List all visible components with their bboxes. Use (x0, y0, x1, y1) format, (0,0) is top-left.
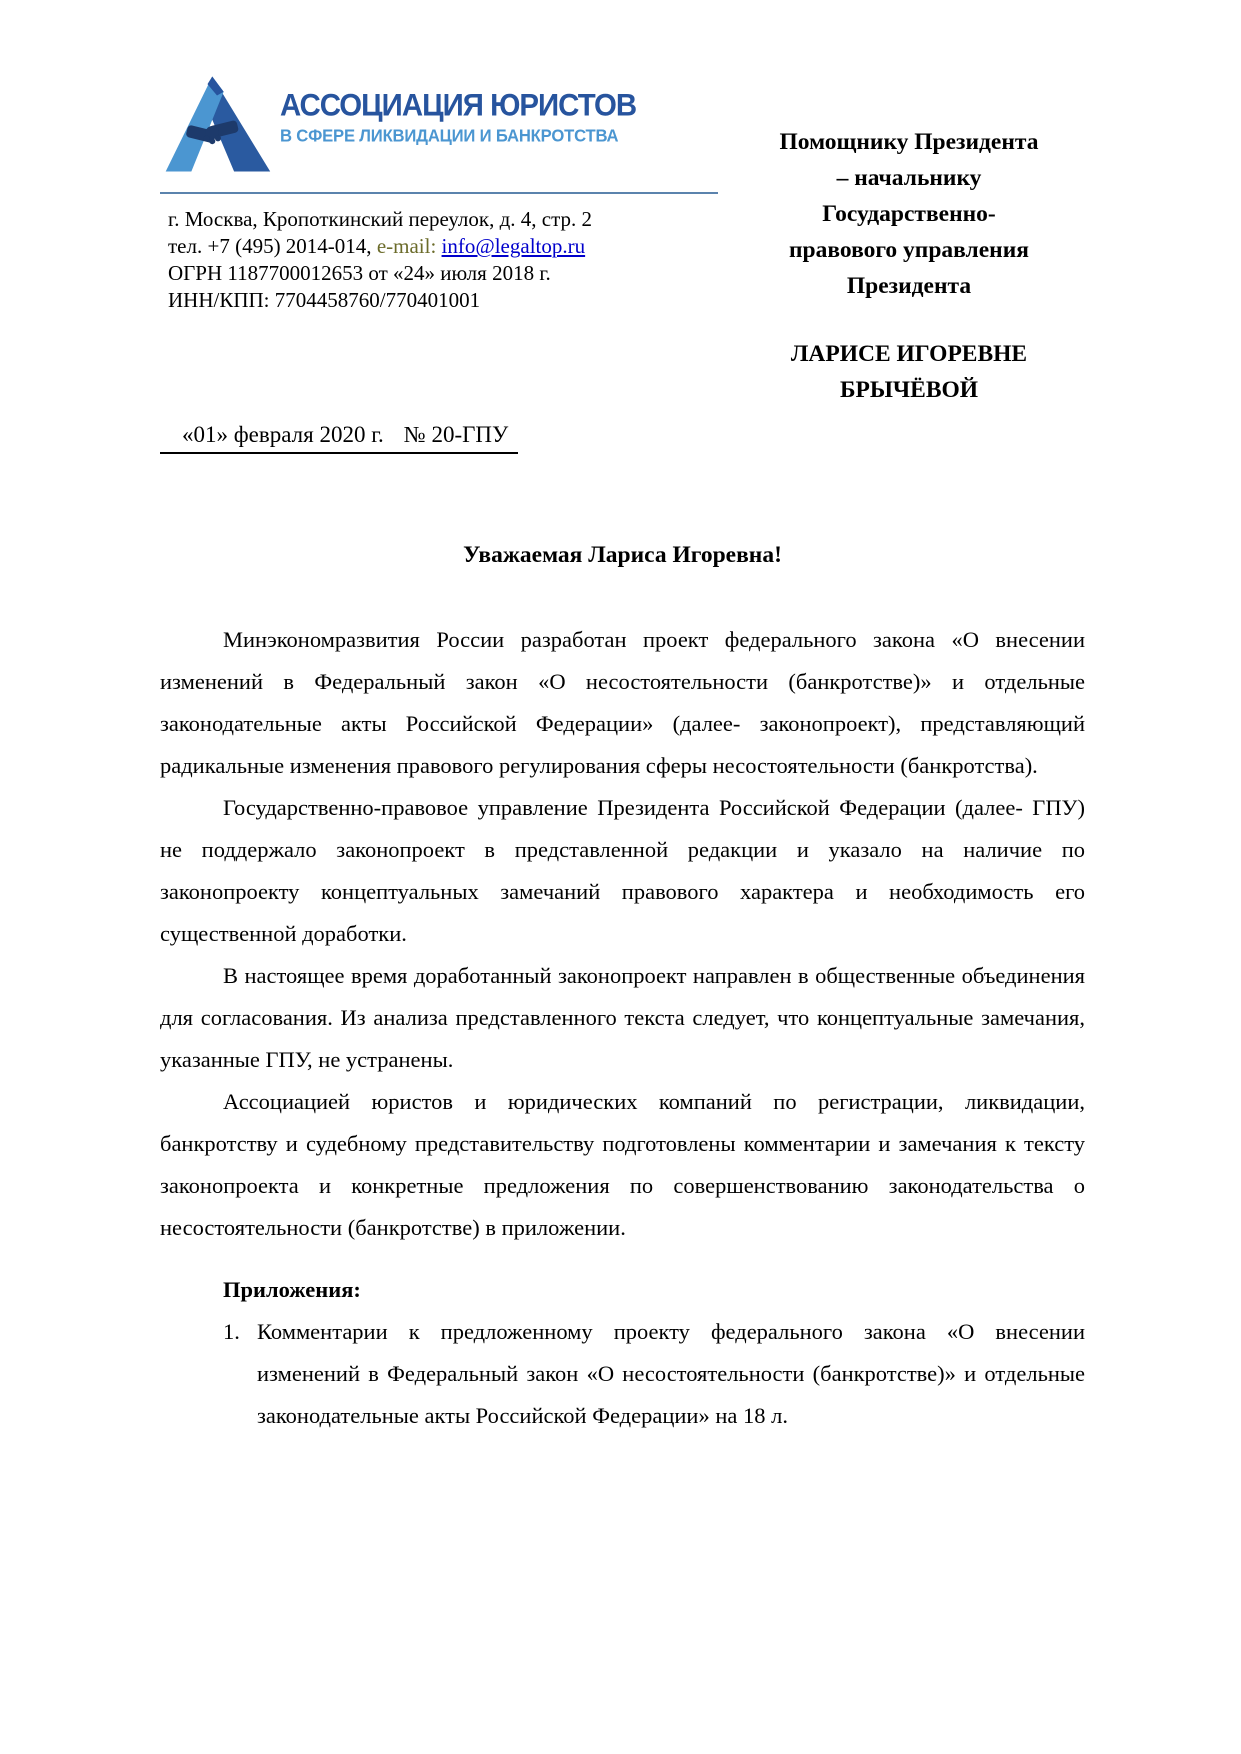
sender-details (168, 206, 720, 314)
recipient-title-line: правового управления (789, 237, 1029, 263)
logo-subtitle: В СФЕРЕ ЛИКВИДАЦИИ И БАНКРОТСТВА (280, 126, 619, 146)
logo-text (280, 88, 643, 146)
attachments-heading: Приложения: (223, 1277, 361, 1302)
salutation: Уважаемая Лариса Игоревна! (463, 542, 782, 568)
logo-title: АССОЦИАЦИЯ ЮРИСТОВ (280, 88, 637, 123)
email-label: e-mail: (376, 234, 442, 258)
sender-address: г. Москва, Кропоткинский переулок, д. 4, стр. 2 (168, 207, 593, 231)
letter-header (160, 72, 1085, 408)
body-paragraph: Ассоциацией юристов и юридических компаний по регистрации, ликвидации, банкротству и судебному представительству подготовлены комментарии и замечания к тексту законопроекта и конкретные предложения по совершенствованию законодательства о несостоятельности (банкротстве) в приложении. (160, 1089, 1085, 1240)
recipient-title (733, 124, 1085, 304)
sender-column (160, 72, 720, 408)
body-paragraph: В настоящее время доработанный законопроект направлен в общественные объединения для согласования. Из анализа представленного текста следует, что концептуальные замечания, указанные ГПУ, не устранены. (160, 963, 1085, 1072)
sender-inn-kpp: ИНН/КПП: 7704458760/770401001 (168, 288, 481, 312)
header-divider-line (160, 192, 718, 194)
recipient-title-line: Помощнику Президента (779, 129, 1039, 155)
recipient-title-line: Государственно- (822, 201, 996, 227)
association-a-handshake-icon (160, 72, 274, 178)
recipient-name-line: ЛАРИСЕ ИГОРЕВНЕ (790, 341, 1028, 367)
attachments-section (160, 1269, 1085, 1437)
letter-body (160, 619, 1085, 1249)
body-paragraph: Государственно-правовое управление Президента Российской Федерации (далее- ГПУ) не поддержало законопроект в представленной редакции и указало на наличие по законопроекту концептуальных замечаний правового характера и необходимость его существенной доработки. (160, 795, 1085, 946)
attachment-item (223, 1311, 1085, 1437)
recipient-name (733, 336, 1085, 408)
recipient-name-line: БРЫЧЁВОЙ (839, 377, 979, 403)
recipient-title-line: – начальнику (836, 165, 982, 191)
sender-contacts (168, 233, 720, 260)
body-paragraph: Минэкономразвития России разработан проект федерального закона «О внесении изменений в Федеральный закон «О несостоятельности (банкротстве)» и отдельные законодательные акты Российской Федерации» (далее- законопроект), представляющий радикальные изменения правового регулирования сферы несостоятельности (банкротства). (160, 627, 1085, 778)
logo (160, 72, 720, 178)
letter-date: «01» февраля 2020 г. (182, 422, 384, 447)
recipient-title-line: Президента (846, 273, 972, 299)
attachment-text: Комментарии к предложенному проекту федерального закона «О внесении изменений в Федеральный закон «О несостоятельности (банкротстве)» и отдельные законодательные акты Российской Федерации» на 18 л. (257, 1319, 1085, 1428)
date-underline (160, 422, 518, 454)
sender-ogrn: ОГРН 1187700012653 от «24» июля 2018 г. (168, 261, 551, 285)
sender-phone: тел. +7 (495) 2014-014, (168, 234, 377, 258)
letter-number: № 20-ГПУ (403, 422, 509, 447)
attachment-number: 1. (223, 1319, 240, 1344)
recipient-block (733, 72, 1085, 408)
date-reference-line (160, 422, 1085, 454)
email-link[interactable]: info@legaltop.ru (441, 234, 586, 258)
